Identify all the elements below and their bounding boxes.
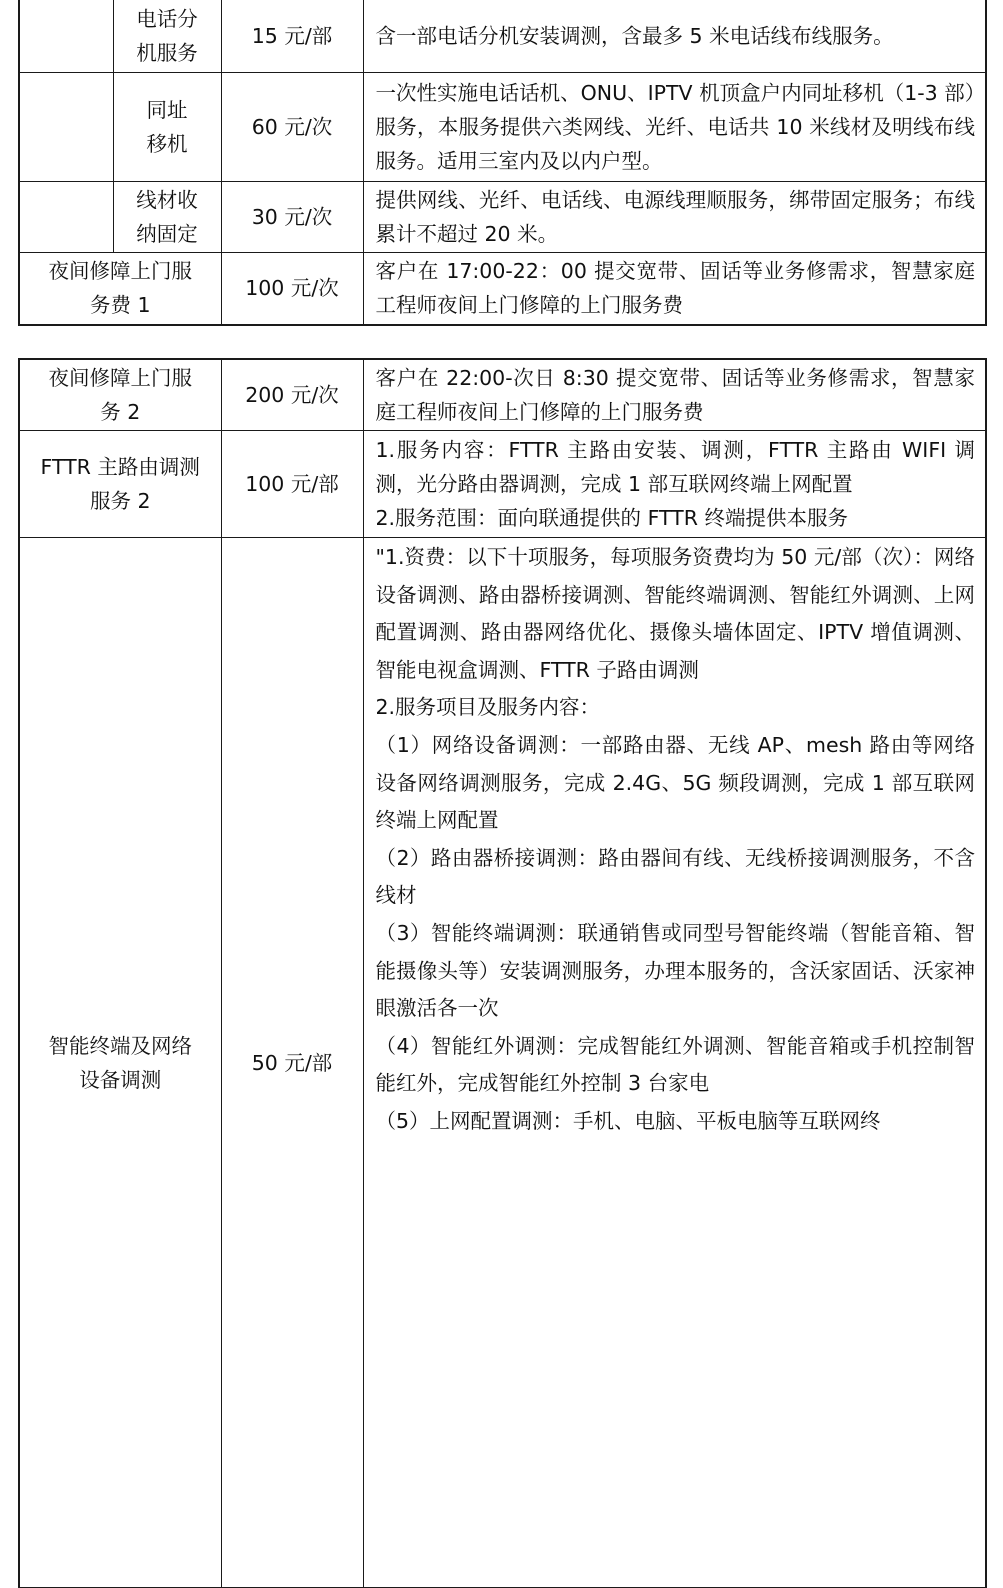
description-paragraph: 2.服务项目及服务内容： <box>375 695 601 720</box>
description-paragraph: （5）上网配置调测：手机、电脑、平板电脑等互联网终 <box>375 1108 881 1133</box>
description-paragraph: （1）网络设备调测：一部路由器、无线 AP、mesh 路由等网络设备网络调测服务，完成 2.4G、5G 频段调测，完成 1 部互联网终端上网配置 <box>375 732 975 833</box>
table-row <box>19 359 986 431</box>
service-price: 200 元/次 <box>221 359 363 431</box>
service-description: 客户在 22:00-次日 8:30 提交宽带、固话等业务修需求，智慧家庭工程师夜间上门修障的上门服务费 <box>363 359 986 431</box>
service-name: 夜间修障上门服 务 2 <box>19 359 221 431</box>
service-price: 50 元/部 <box>221 538 363 1588</box>
description-paragraph: 1.服务内容：FTTR 主路由安装、调测，FTTR 主路由 WIFI 调测，光分路由器调测，完成 1 部互联网终端上网配置 <box>375 438 975 496</box>
pricing-table-top <box>18 0 987 326</box>
table-row <box>19 253 986 325</box>
service-description: 一次性实施电话话机、ONU、IPTV 机顶盒户内同址移机（1-3 部）服务，本服务提供六类网线、光纤、电话共 10 米线材及明线布线服务。适用三室内及以内户型。 <box>363 73 986 182</box>
description-paragraph: （4）智能红外调测：完成智能红外调测、智能音箱或手机控制智能红外，完成智能红外控制 3 台家电 <box>375 1033 975 1096</box>
description-paragraph: 2.服务范围：面向联通提供的 FTTR 终端提供本服务 <box>375 506 848 530</box>
service-name: 智能终端及网络 设备调测 <box>19 538 221 1588</box>
service-price: 30 元/次 <box>221 182 363 253</box>
service-description <box>363 431 986 538</box>
table-row <box>19 538 986 1588</box>
service-name: 线材收 纳固定 <box>113 182 221 253</box>
service-description: 提供网线、光纤、电话线、电源线理顺服务，绑带固定服务；布线累计不超过 20 米。 <box>363 182 986 253</box>
table-row <box>19 73 986 182</box>
table-row <box>19 0 986 73</box>
service-description <box>363 538 986 1588</box>
service-name: 夜间修障上门服 务费 1 <box>19 253 221 325</box>
service-price: 15 元/部 <box>221 0 363 73</box>
service-price: 60 元/次 <box>221 73 363 182</box>
service-description: 含一部电话分机安装调测，含最多 5 米电话线布线服务。 <box>363 0 986 73</box>
description-paragraph: （3）智能终端调测：联通销售或同型号智能终端（智能音箱、智能摄像头等）安装调测服务，办理本服务的，含沃家固话、沃家神眼激活各一次 <box>375 920 975 1021</box>
service-name: FTTR 主路由调测 服务 2 <box>19 431 221 538</box>
table-row <box>19 182 986 253</box>
description-paragraph: （2）路由器桥接调测：路由器间有线、无线桥接调测服务，不含线材 <box>375 845 975 908</box>
service-price: 100 元/次 <box>221 253 363 325</box>
service-price: 100 元/部 <box>221 431 363 538</box>
category-cell <box>19 73 113 182</box>
pricing-table-bottom <box>18 358 987 1588</box>
table-row <box>19 431 986 538</box>
category-cell <box>19 0 113 73</box>
description-paragraph: "1.资费：以下十项服务，每项服务资费均为 50 元/部（次）：网络设备调测、路由器桥接调测、智能终端调测、智能红外调测、上网配置调测、路由器网络优化、摄像头墙体固定、IPTV 增值调测、智能电视盒调测、FTTR 子路由调测 <box>375 545 975 682</box>
category-cell <box>19 182 113 253</box>
service-name: 电话分 机服务 <box>113 0 221 73</box>
service-description: 客户在 17:00-22：00 提交宽带、固话等业务修需求，智慧家庭工程师夜间上门修障的上门服务费 <box>363 253 986 325</box>
service-name: 同址 移机 <box>113 73 221 182</box>
